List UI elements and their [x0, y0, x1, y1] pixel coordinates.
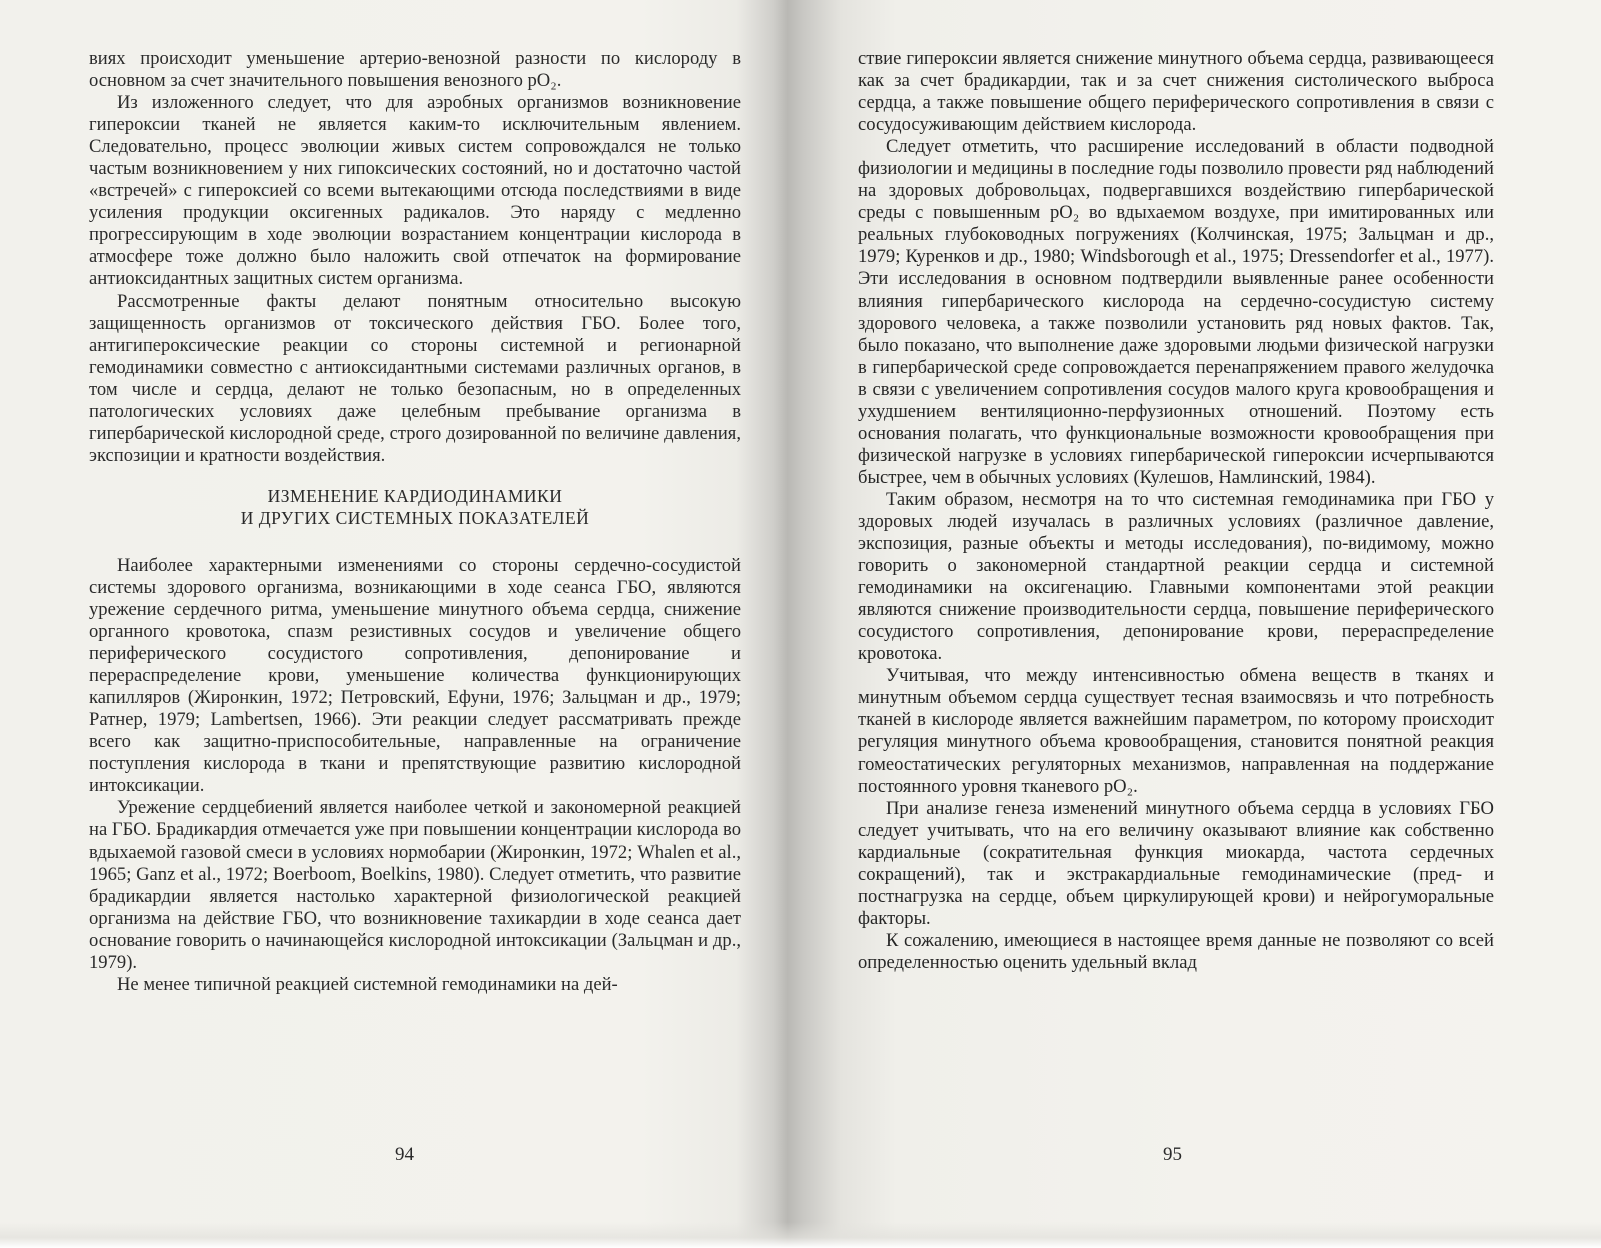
right-paragraph-5: При анализе генеза изменений минутного объема сердца в условиях ГБО следует учитывать, что на его величину оказывают влияние как собственно кардиальные (сократительная функция миокарда, частота сердечных сокращений), так и экстракардиальные гемодинамические (пред- и постнагрузка на сердце, объем циркулирующей крови) и нейрогуморальные факторы. [858, 797, 1494, 929]
right-page [858, 48, 1494, 974]
right-paragraph-3: Таким образом, несмотря на то что системная гемодинамика при ГБО у здоровых людей изучалась в различных условиях (различное давление, экспозиция, разные объекты и методы исследования), по-видимому, можно говорить о закономерной стандартной реакции сердца и системной гемодинамики на оксигенацию. Главными компонентами этой реакции являются снижение производительности сердца, повышение периферического сосудистого сопротивления, депонирование крови, перераспределение кровотока. [858, 488, 1494, 665]
section-heading-line-2: И ДРУГИХ СИСТЕМНЫХ ПОКАЗАТЕЛЕЙ [240, 507, 590, 528]
page-number-left: 94 [395, 1144, 414, 1165]
left-paragraph-1: виях происходит уменьшение артерио-венозной разности по кислороду в основном за счет значительного повышения венозного pO₂. [89, 48, 741, 92]
page-number-right: 95 [1163, 1144, 1182, 1165]
left-paragraph-2: Из изложенного следует, что для аэробных организмов возникновение гипероксии тканей не является каким-то исключительным явлением. Следовательно, процесс эволюции живых систем сопровождался не только частым возникновением у них гипоксических состояний, но и достаточно частой «встречей» с гипероксией со всеми вытекающими отсюда последствиями в виде усиления продукции оксигенных радикалов. Это наряду с медленно прогрессирующим в ходе эволюции возрастанием концентрации кислорода в атмосфере тоже должно было наложить свой отпечаток на формирование антиоксидантных защитных систем организма. [89, 92, 741, 290]
section-heading [89, 485, 741, 529]
left-paragraph-4: Наиболее характерными изменениями со стороны сердечно-сосудистой системы здорового организма, возникающими в ходе сеанса ГБО, являются урежение сердечного ритма, уменьшение минутного объема сердца, снижение органного кровотока, спазм резистивных сосудов и увеличение общего периферического сосудистого сопротивления, депонирование и перераспределение крови, уменьшение количества функционирующих капилляров (Жиронкин, 1972; Петровский, Ефуни, 1976; Зальцман и др., 1979; Ратнер, 1979; Lambertsen, 1966). Эти реакции следует рассматривать прежде всего как защитно-приспособительные, направленные на ограничение поступления кислорода в ткани и препятствующие развитию кислородной интоксикации. [89, 554, 741, 797]
right-paragraph-2: Следует отметить, что расширение исследований в области подводной физиологии и медицины в последние годы позволило провести ряд наблюдений на здоровых добровольцах, подвергавшихся воздействию гипербарической среды с повышенным pO₂ во вдыхаемом воздухе, при имитированных или реальных глубоководных погружениях (Колчинская, 1975; Зальцман и др., 1979; Куренков и др., 1980; Windsborough et al., 1975; Dressendorfer et al., 1977). Эти исследования в основном подтвердили выявленные ранее особенности влияния гипербарического кислорода на сердечно-сосудистую систему здорового человека, а также позволили установить ряд новых фактов. Так, было показано, что выполнение даже здоровыми людьми физической нагрузки в гипербарической среде сопровождается перенапряжением правого желудочка в связи с увеличением сопротивления сосудов малого круга кровообращения и ухудшением вентиляционно-перфузионных отношений. Поэтому есть основания полагать, что функциональные возможности кровообращения при физической нагрузке в условиях гипербарической гипероксии исчерпываются быстрее, чем в обычных условиях (Кулешов, Намлинский, 1984). [858, 136, 1494, 488]
left-page [89, 48, 741, 996]
section-heading-line-1: ИЗМЕНЕНИЕ КАРДИОДИНАМИКИ [267, 485, 563, 506]
left-paragraph-5: Урежение сердцебиений является наиболее четкой и закономерной реакцией на ГБО. Брадикардия отмечается уже при повышении концентрации кислорода во вдыхаемой газовой смеси в условиях нормобарии (Жиронкин, 1972; Whalen et al., 1965; Ganz et al., 1972; Boerboom, Boelkins, 1980). Следует отметить, что развитие брадикардии является настолько характерной физиологической реакцией организма на действие ГБО, что возникновение тахикардии в ходе сеанса дает основание говорить о начинающейся кислородной интоксикации (Зальцман и др., 1979). [89, 797, 741, 973]
right-paragraph-1: ствие гипероксии является снижение минутного объема сердца, развивающееся как за счет брадикардии, так и за счет снижения систолического выброса сердца, а также повышение общего периферического сопротивления в связи с сосудосуживающим действием кислорода. [858, 48, 1494, 136]
page-bottom-edge [0, 1222, 1601, 1248]
left-paragraph-3: Рассмотренные факты делают понятным относительно высокую защищенность организмов от токсического действия ГБО. Более того, антигипероксические реакции со стороны системной и регионарной гемодинамики совместно с антиоксидантными системами различных органов, в том числе и сердца, делают не только безопасным, но в определенных патологических условиях даже целебным пребывание организма в гипербарической кислородной среде, строго дозированной по величине давления, экспозиции и кратности воздействия. [89, 290, 741, 466]
left-paragraph-6: Не менее типичной реакцией системной гемодинамики на дей- [117, 973, 618, 995]
right-paragraph-4: Учитывая, что между интенсивностью обмена веществ в тканях и минутным объемом сердца существует тесная взаимосвязь и что потребность тканей в кислороде является важнейшим параметром, по которому происходит регуляция минутного объема кровообращения, становится понятной реакция гомеостатических регуляторных механизмов, направленная на поддержание постоянного уровня тканевого pO₂. [858, 665, 1494, 797]
right-paragraph-6: К сожалению, имеющиеся в настоящее время данные не позволяют со всей определенностью оценить удельный вклад [858, 929, 1494, 973]
